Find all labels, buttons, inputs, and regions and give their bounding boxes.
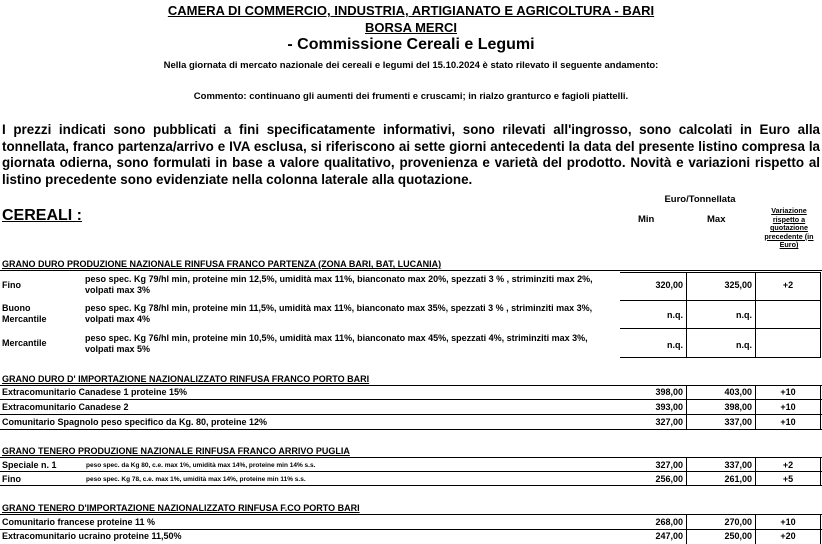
row-label: Speciale n. 1 (2, 460, 57, 470)
price-variation: +20 (780, 531, 796, 541)
price-variation: +5 (782, 474, 794, 484)
chamber-title: CAMERA DI COMMERCIO, INDUSTRIA, ARTIGIANATO E AGRICOLTURA - BARI (167, 3, 655, 18)
price-variation: +10 (780, 402, 796, 412)
price-max: 261,00 (724, 474, 752, 484)
variation-header: Variazione rispetto a quotazione precedente (in Euro) (764, 206, 814, 249)
price-min: 327,00 (655, 417, 683, 427)
row-label: Buono Mercantile (2, 303, 47, 324)
commission-title: - Commissione Cereali e Legumi (287, 36, 535, 53)
row-label: Fino (2, 280, 21, 290)
row-label: Extracomunitario Canadese 2 (2, 402, 129, 412)
price-min: 393,00 (655, 402, 683, 412)
price-min: 256,00 (655, 474, 683, 484)
section-title: GRANO TENERO D'IMPORTAZIONE NAZIONALIZZATO RINFUSA F.CO PORTO BARI (2, 503, 360, 513)
price-min: 268,00 (655, 517, 683, 527)
price-max: 403,00 (724, 387, 752, 397)
price-notice: I prezzi indicati sono pubblicati a fini specificatamente informativi, sono rilevati all'ingrosso, sono calcolati in Euro alla tonnellata, franco partenza/arrivo e IVA esclusa, si riferiscono ai sette giorni antecedenti la data del presente listino compresa la giornata odierna, sono formulati in base a valore qualitativo, provenienza e varietà del prodotto. Novità e variazioni rispetto al listino precedente sono evidenziate nella colonna laterale alla quotazione. (2, 122, 820, 187)
section-title: GRANO DURO PRODUZIONE NAZIONALE RINFUSA FRANCO PARTENZA (ZONA BARI, BAT, LUCANIA) (2, 259, 442, 269)
price-min: 247,00 (655, 531, 683, 541)
price-variation: +10 (780, 517, 796, 527)
price-min: 320,00 (655, 280, 683, 290)
row-description: peso spec. Kg 78, c.e. max 1%, umidità max 14%, proteine min 11% s.s. (86, 476, 306, 483)
price-max: 325,00 (724, 280, 752, 290)
price-min: 398,00 (655, 387, 683, 397)
row-label: Fino (2, 474, 21, 484)
row-description: peso spec. Kg 79/hl min, proteine min 12,5%, umidità max 11%, bianconato max 20%, spezzati 3 % , striminziti max 2%, volpati max 3% (85, 274, 593, 295)
market-comment: Commento: continuano gli aumenti dei frumenti e cruscami; in rialzo granturco e fagioli piattelli. (193, 91, 629, 102)
borsa-merci-title: BORSA MERCI (365, 20, 457, 35)
price-max: n.q. (736, 340, 752, 350)
row-description: peso spec. Kg 78/hl min, proteine min 11,5%, umidità max 11%, bianconato max 35%, spezzati 3 % , striminziti max 3%, volpati max 4% (85, 303, 593, 324)
price-max: 250,00 (724, 531, 752, 541)
section-title: GRANO TENERO PRODUZIONE NAZIONALE RINFUSA FRANCO ARRIVO PUGLIA (2, 446, 350, 456)
row-label: Comunitario francese proteine 11 % (2, 517, 156, 527)
section-rule (0, 270, 822, 271)
row-description: peso spec. da Kg 80, c.e. max 1%, umidità max 14%, proteine min 14% s.s. (86, 462, 316, 469)
price-min: 327,00 (655, 460, 683, 470)
row-label: Comunitario Spagnolo peso specifico da Kg. 80, proteine 12% (2, 417, 268, 427)
price-max: 398,00 (724, 402, 752, 412)
section-title: GRANO DURO D' IMPORTAZIONE NAZIONALIZZATO RINFUSA FRANCO PORTO BARI (2, 374, 370, 384)
section-heading-cereali: CEREALI : (2, 207, 82, 224)
row-label: Extracomunitario ucraino proteine 11,50% (2, 531, 182, 541)
price-max: 270,00 (724, 517, 752, 527)
price-max: n.q. (736, 310, 752, 320)
price-variation: +10 (780, 387, 796, 397)
price-variation: +2 (782, 280, 794, 290)
row-description: peso spec. Kg 76/hl min, proteine min 10,5%, umidità max 11%, bianconato max 45%, spezzati 4%, striminziti max 3%, volpati max 5% (85, 333, 588, 354)
price-variation: +10 (780, 417, 796, 427)
min-header: Min (638, 214, 655, 225)
price-variation: +2 (782, 460, 794, 470)
row-label: Extracomunitario Canadese 1 proteine 15% (2, 387, 188, 397)
price-min: n.q. (667, 340, 683, 350)
row-label: Mercantile (2, 338, 47, 348)
price-max: 337,00 (724, 460, 752, 470)
price-min: n.q. (667, 310, 683, 320)
market-intro: Nella giornata di mercato nazionale dei cereali e legumi del 15.10.2024 è stato rilevato il seguente andamento: (163, 60, 659, 71)
price-max: 337,00 (724, 417, 752, 427)
unit-header: Euro/Tonnellata (664, 194, 736, 205)
max-header: Max (707, 214, 726, 225)
